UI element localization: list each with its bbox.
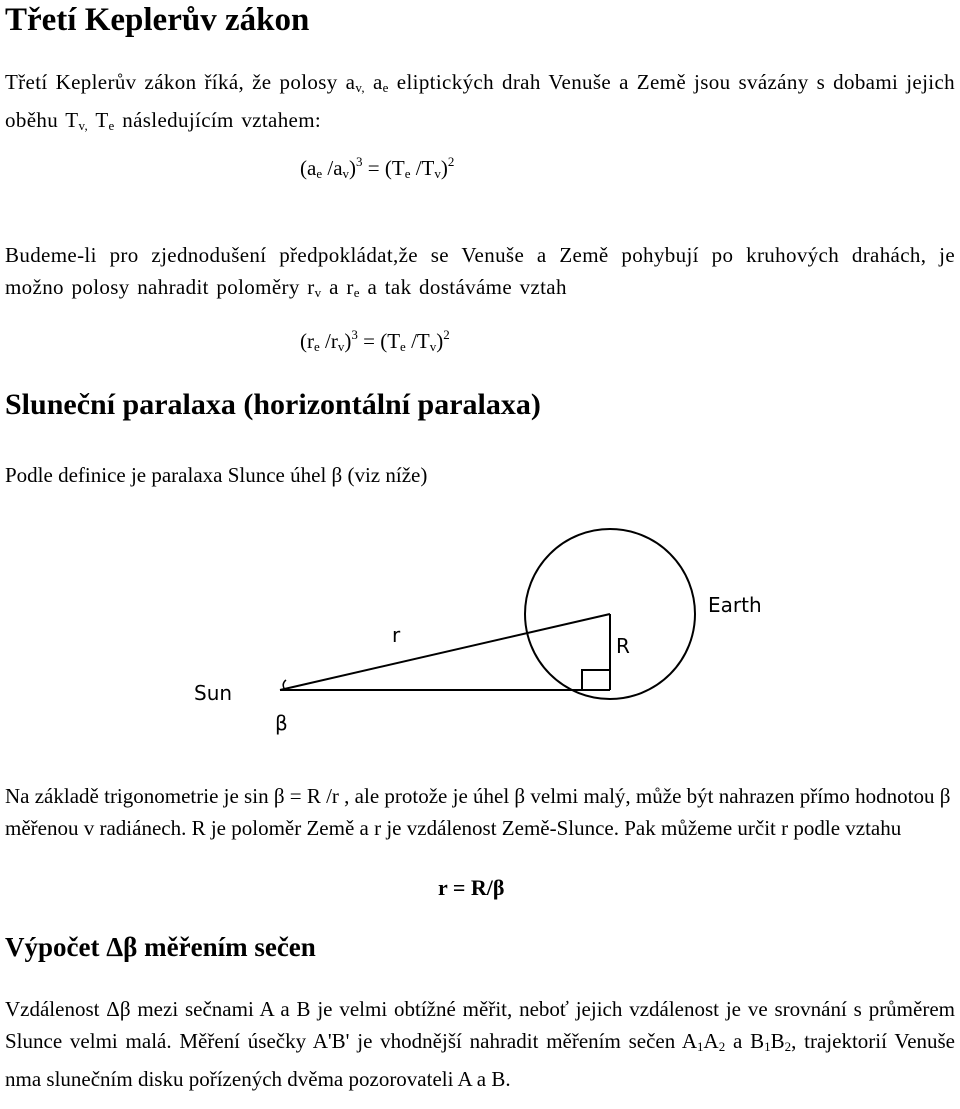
eq-part: = (T — [362, 156, 405, 180]
subscript: v — [429, 339, 437, 354]
section-title-kepler: Třetí Keplerův zákon — [5, 2, 310, 38]
text-span: Vzdálenost Δβ mezi sečnami A a B je velmi obtížné měřit, neboť jejich vzdálenost je ve srovnání s průměrem Slunce velmi malá. Měření úsečky A'B' je vhodnější nahradit měřením sečen A — [5, 997, 955, 1053]
text-span: a B — [725, 1029, 765, 1053]
eq-part: /r — [319, 329, 338, 353]
label-R: R — [616, 634, 630, 658]
text-span: B — [770, 1029, 785, 1053]
eq-part: ) — [349, 156, 357, 180]
eq-part: /T — [405, 329, 430, 353]
label-beta: β — [275, 711, 288, 735]
text-span: a tak dostáváme vztah — [359, 275, 567, 299]
text-span: a — [364, 70, 383, 94]
kepler-intro-paragraph — [5, 66, 955, 142]
subscript: v, — [355, 80, 365, 95]
eq-part: ) — [440, 156, 448, 180]
subscript: 1 — [697, 1039, 704, 1054]
subscript: v — [434, 166, 441, 181]
superscript: 2 — [443, 327, 450, 342]
distance-line-r — [280, 614, 610, 690]
section-title-parallax: Sluneční paralaxa (horizontální paralaxa) — [5, 388, 541, 421]
subscript: v — [337, 339, 345, 354]
text-span: a r — [321, 275, 354, 299]
subscript: e — [316, 166, 323, 181]
right-angle-marker — [582, 670, 610, 690]
superscript: 3 — [356, 154, 363, 169]
kepler-equation-axes — [300, 154, 454, 182]
distance-formula: r = R/β — [438, 875, 505, 900]
text-span: T — [88, 108, 109, 132]
text-span: Třetí Keplerův zákon říká, že polosy a — [5, 70, 356, 94]
text-span: A — [703, 1029, 719, 1053]
subscript: e — [400, 339, 406, 354]
eq-part: ) — [344, 329, 352, 353]
eq-part: /T — [410, 156, 435, 180]
subscript: e — [314, 339, 320, 354]
subscript: v, — [78, 118, 89, 133]
subscript: v — [342, 166, 350, 181]
parallax-diagram — [180, 510, 780, 750]
subscript: v — [314, 285, 322, 300]
secant-paragraph — [5, 993, 955, 1095]
eq-part: (a — [300, 156, 317, 180]
text-span: následujícím vztahem: — [114, 108, 322, 132]
trigonometry-paragraph: Na základě trigonometrie je sin β = R /r , ale protože je úhel β velmi malý, může být nahrazen přímo hodnotou β měřenou v radiánech. R je poloměr Země a r je vzdálenost Země-Slunce. Pak můžeme určit r podle vztahu — [5, 784, 951, 840]
subscript: 2 — [718, 1039, 726, 1054]
label-r: r — [392, 623, 401, 647]
section-title-secant: Výpočet Δβ měřením sečen — [5, 932, 316, 962]
circular-orbit-paragraph — [5, 239, 955, 309]
subscript: e — [382, 80, 389, 95]
subscript: 1 — [764, 1039, 771, 1054]
text-span: Budeme-li pro zjednodušení předpokládat,že se Venuše a Země pohybují po kruhových drahách, je možno polosy nahradit poloměry r — [5, 243, 955, 299]
kepler-equation-radii — [300, 327, 450, 355]
parallax-intro: Podle definice je paralaxa Slunce úhel β (viz níže) — [5, 463, 428, 487]
subscript: e — [353, 285, 360, 300]
subscript: 2 — [784, 1039, 792, 1054]
label-earth: Earth — [708, 593, 762, 617]
eq-part: ) — [436, 329, 444, 353]
subscript: e — [108, 118, 115, 133]
subscript: e — [404, 166, 411, 181]
superscript: 2 — [447, 154, 455, 169]
text-span: , trajektorií Venuše nma slunečním disku pořízených dvěma pozorovateli A a B. — [5, 1029, 956, 1091]
superscript: 3 — [351, 327, 358, 342]
eq-part: (r — [300, 329, 314, 353]
text-span: eliptických drah Venuše a Země jsou svázány s dobami jejich oběhu T — [5, 70, 955, 132]
label-sun: Sun — [194, 681, 233, 705]
eq-part: = (T — [357, 329, 401, 353]
eq-part: /a — [322, 156, 343, 180]
